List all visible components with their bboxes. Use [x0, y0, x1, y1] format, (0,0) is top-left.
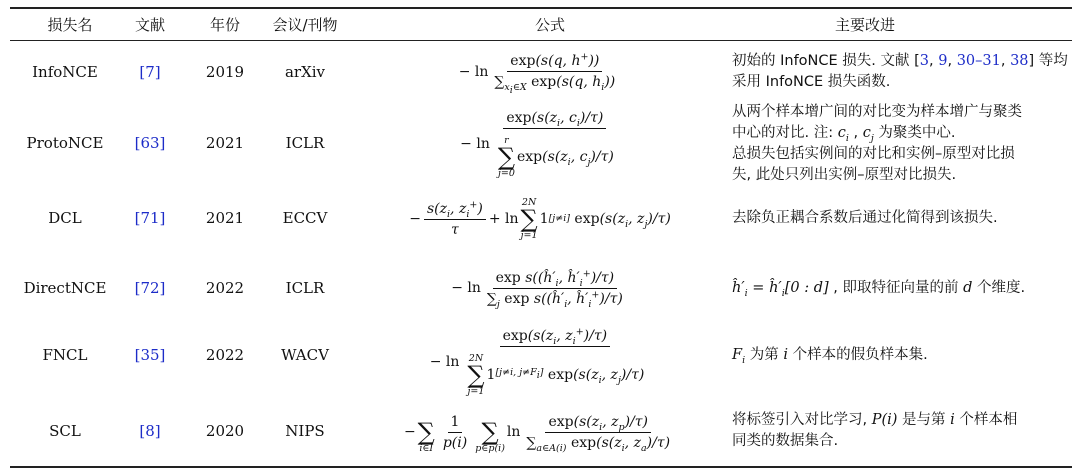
loss-name: ProtoNCE	[26, 134, 104, 152]
bottom-rule	[10, 466, 1072, 468]
improvement-text: 初始的 InfoNCE 损失. 文献 [3, 9, 30–31, 38] 等均采用 InfoNCE 损失函数.	[732, 53, 1068, 90]
reference-link[interactable]: [35]	[134, 346, 166, 364]
venue: arXiv	[284, 63, 326, 81]
header-venue: 会议/刊物	[272, 16, 338, 34]
header-rule	[10, 40, 1072, 41]
year: 2022	[205, 346, 245, 364]
venue: ICLR	[285, 279, 325, 297]
improvement-text: 将标签引入对比学习, P(i) 是与第 i 个样本相 同类的数据集合.	[732, 412, 1018, 449]
venue: WACV	[281, 346, 329, 364]
formula-infonce: − ln $\frac{\exp(s(q, h^+))}{\sum_{x_i\in X} \exp(s(q, h_i))}$	[458, 51, 616, 96]
year: 2021	[205, 134, 245, 152]
reference-link[interactable]: [63]	[134, 134, 166, 152]
reference-link[interactable]: [72]	[134, 279, 166, 297]
year: 2020	[205, 422, 245, 440]
venue: NIPS	[285, 422, 325, 440]
reference-link[interactable]: [71]	[134, 209, 166, 227]
formula-dcl: − $\frac{s(z_i, z_i^+)}{\tau}$ + ln 2N ∑ j=1 1 [j≠i] exp ( s ( $z_i$ , $z_j$ )/ τ )	[409, 197, 671, 241]
year: 2019	[205, 63, 245, 81]
header-formula: 公式	[534, 16, 565, 34]
header-loss-name: 损失名	[47, 16, 93, 34]
top-rule	[10, 7, 1072, 9]
year: 2022	[205, 279, 245, 297]
improvement-text: $F_i$ 为第 i 个样本的假负样本集.	[732, 346, 928, 366]
reference-link[interactable]: 3	[919, 53, 930, 69]
improvement-text: 去除负正耦合系数后通过化简得到该损失.	[732, 209, 998, 226]
reference-link[interactable]: 38	[1010, 53, 1029, 69]
venue: ECCV	[282, 209, 328, 227]
loss-name: SCL	[49, 422, 81, 440]
improvement-text: $ĥ'_i$ = $ĥ'_i[0$ : d] , 即取特征向量的前 d 个维度.	[732, 279, 1026, 299]
reference-link[interactable]: [8]	[139, 422, 161, 440]
reference-link[interactable]: 9	[938, 53, 948, 69]
formula-fncl: − ln $\exp(s(z_i$, $z_i^+)/\tau$) 2N ∑ j=1 1 [j≠i, $j\ne F_i$] exp ( s ( $z_i$ , $z_j$ )/ τ )	[429, 325, 645, 397]
venue: ICLR	[285, 134, 325, 152]
reference-link[interactable]: 30–31	[956, 53, 1001, 69]
formula-directnce: − ln $\frac{\exp s((ĥ'_i, ĥ'_i^+)/\tau)}{\sum_j \exp s((ĥ'_i, ĥ'_i^+)/\tau)}$	[451, 267, 623, 310]
loss-name: DCL	[48, 209, 82, 227]
reference-link[interactable]: [7]	[139, 63, 161, 81]
improvement-text: 从两个样本增广间的对比变为样本增广与聚类 中心的对比. 注: $c_i$ , $c_j$ 为聚类中心. 总损失包括实例间的对比和实例–原型对比损 失, 此处只列出实例–原型对比损失.	[732, 104, 1022, 183]
formula-scl: − ∑ i∈I $\frac{1}{p(i)}$ ∑ p∈p(i) ln $\frac{\exp(s(z_i, z_p)/\tau)}{\sum_{a\in A(i)} \exp(s(z_i, z_a)/\tau)}$	[403, 413, 671, 454]
loss-name: InfoNCE	[32, 63, 98, 81]
header-year: 年份	[209, 16, 240, 34]
header-improvement: 主要改进	[834, 16, 895, 34]
header-reference: 文献	[134, 16, 165, 34]
comparison-table	[10, 0, 1072, 474]
formula-protonce: − ln $\exp(s(z_i$, $c_i)/\tau$) r ∑ j=0 exp ( s ( $z_i$ , $c_j$ )/ τ )	[460, 109, 614, 179]
year: 2021	[205, 209, 245, 227]
loss-name: FNCL	[42, 346, 88, 364]
loss-name: DirectNCE	[23, 279, 107, 297]
